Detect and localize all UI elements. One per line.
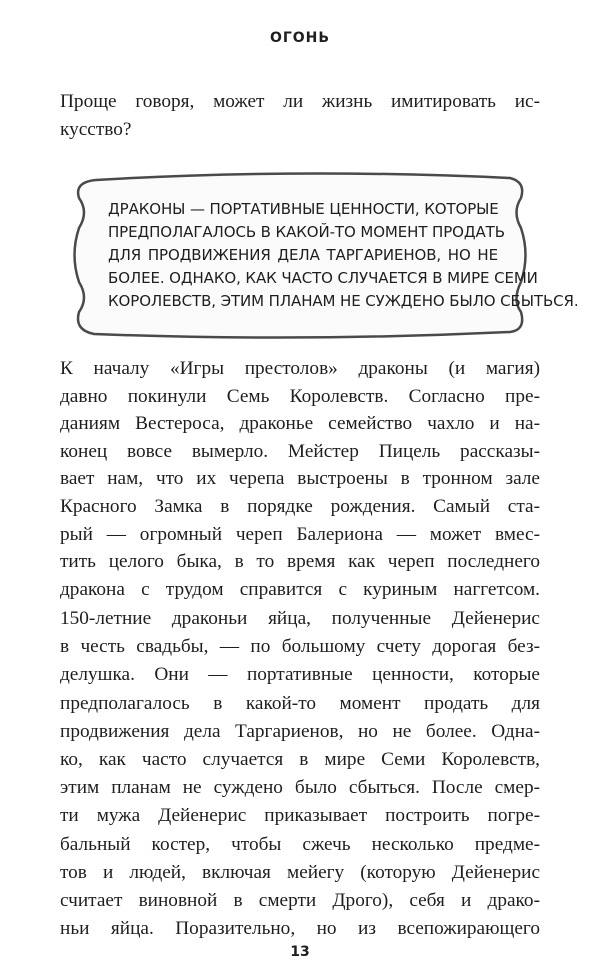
- paragraph-line: этим планам не суждено было сбыться. После смер-: [60, 777, 540, 799]
- paragraph-line: продвижения дела Таргариенов, но не более. Одна-: [60, 720, 540, 742]
- paragraph-line: тов и людей, включая мейегу (которую Дейенерис: [60, 861, 540, 883]
- callout-line: БОЛЕЕ. ОДНАКО, КАК ЧАСТО СЛУЧАЕТСЯ В МИРЕ СЕМИ: [108, 269, 538, 287]
- paragraph-line: дракона с трудом справится с куриным наггетсом.: [60, 578, 540, 600]
- paragraph-line: 150-летние драконьи яйца, полученные Дейенерис: [60, 608, 540, 629]
- callout-line: КОРОЛЕВСТВ, ЭТИМ ПЛАНАМ НЕ СУЖДЕНО БЫЛО СБЫТЬСЯ.: [108, 292, 579, 310]
- paragraph-line: считает виновной в смерти Дрого), себя и драко-: [60, 890, 540, 911]
- paragraph-line: Красного Замка в порядке рождения. Самый ста-: [60, 496, 540, 517]
- paragraph-line: бальный костер, чтобы сжечь несколько предме-: [60, 833, 540, 855]
- paragraph-line: ко, как часто случается в мире Семи Королевств,: [60, 749, 540, 770]
- paragraph-line: ти мужа Дейенерис приказывает построить погре-: [60, 805, 540, 827]
- paragraph-line: делушка. Они — портативные ценности, которые: [60, 664, 540, 686]
- paragraph-line: даниям Вестероса, драконье семейство чахло и на-: [60, 413, 540, 435]
- paragraph-line: рый — огромный череп Балериона — может вмес-: [60, 523, 540, 545]
- intro-line: Проще говоря, может ли жизнь имитировать ис-: [60, 91, 540, 112]
- paragraph-line: конец вовсе вымерло. Мейстер Пицель рассказы-: [60, 440, 540, 462]
- paragraph-line: предполагалось в какой-то момент продать для: [60, 692, 540, 714]
- paragraph-line: в честь свадьбы, — по большому счету дорогая без-: [60, 636, 540, 658]
- callout-line: ДЛЯ ПРОДВИЖЕНИЯ ДЕЛА ТАРГАРИЕНОВ, НО НЕ: [108, 246, 498, 264]
- paragraph-line: К началу «Игры престолов» драконы (и магия): [60, 358, 540, 379]
- running-head: ОГОНЬ: [269, 30, 331, 46]
- callout-line: ДРАКОНЫ — ПОРТАТИВНЫЕ ЦЕННОСТИ, КОТОРЫЕ: [108, 200, 499, 218]
- intro-line: кусство?: [60, 119, 132, 140]
- paragraph-line: ньи яйца. Поразительно, но из всепожирающего: [60, 918, 540, 940]
- callout-line: ПРЕДПОЛАГАЛОСЬ В КАКОЙ-ТО МОМЕНТ ПРОДАТЬ: [108, 223, 505, 241]
- page-number: 13: [290, 944, 310, 960]
- paragraph-line: тить целого быка, в то время как череп последнего: [60, 551, 540, 573]
- paragraph-line: давно покинули Семь Королевств. Согласно пре-: [60, 385, 540, 407]
- paragraph-line: вает нам, что их черепа выстроены в тронном зале: [60, 468, 540, 490]
